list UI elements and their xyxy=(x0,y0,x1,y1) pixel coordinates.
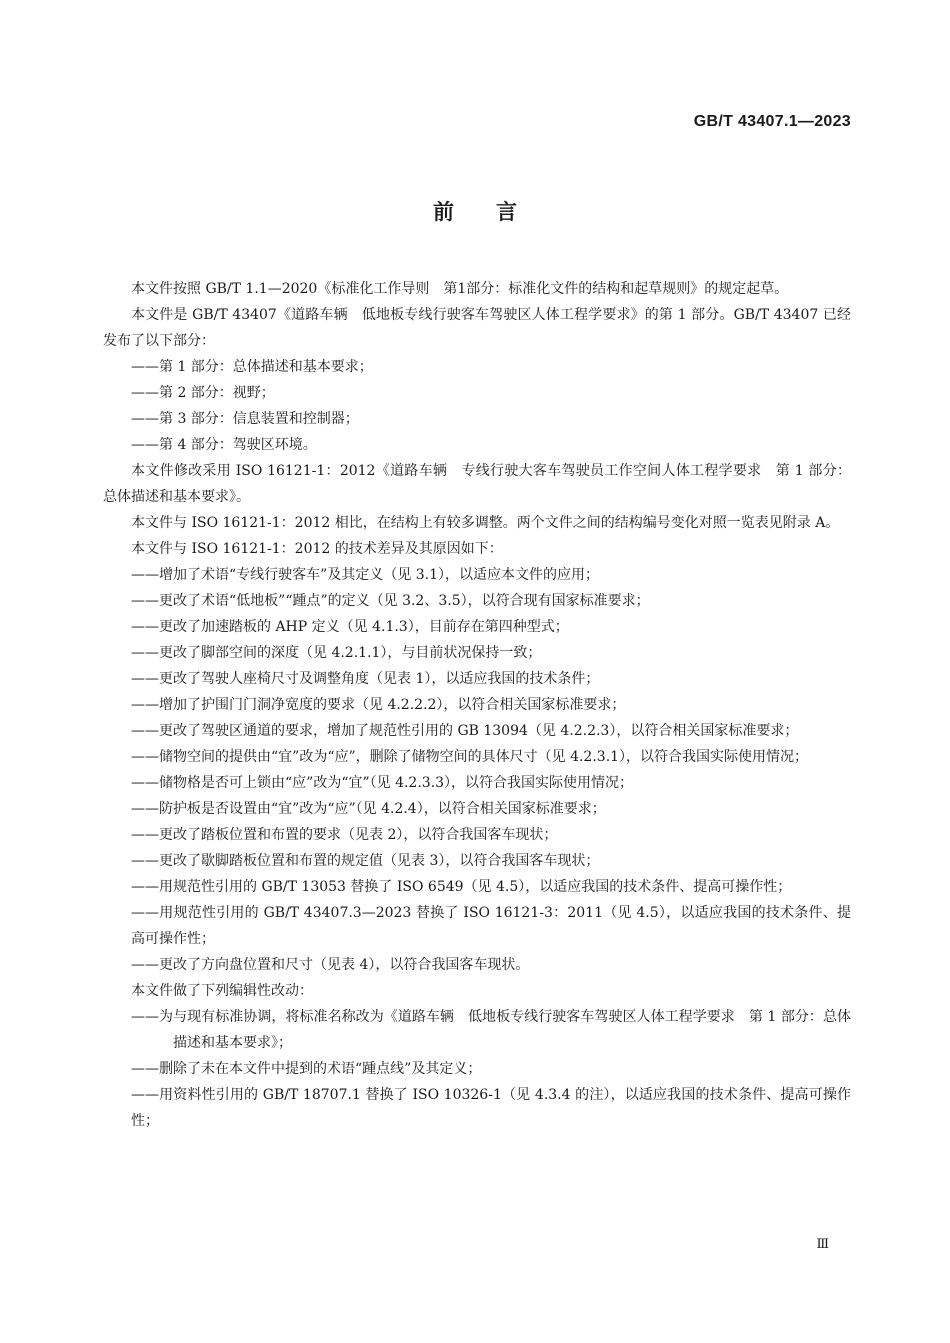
list-item: ——更改了方向盘位置和尺寸（见表 4），以符合我国客车现状。 xyxy=(131,957,530,973)
list-item: ——更改了踏板位置和布置的要求（见表 2），以符合我国客车现状； xyxy=(131,827,558,843)
list-item: ——用规范性引用的 GB/T 43407.3—2023 替换了 ISO 16121-3：2011（见 4.5），以适应我国的技术条件、提高可操作性； xyxy=(131,905,851,947)
list-item: ——更改了脚部空间的深度（见 4.2.1.1），与目前状况保持一致； xyxy=(131,645,542,661)
standard-number: GB/T 43407.1—2023 xyxy=(693,113,851,130)
list-item: ——第 3 部分：信息装置和控制器； xyxy=(131,411,359,427)
paragraph: 本文件做了下列编辑性改动： xyxy=(131,983,313,999)
paragraph: 本文件与 ISO 16121-1：2012 的技术差异及其原因如下： xyxy=(131,541,503,557)
list-item: ——更改了歇脚踏板位置和布置的规定值（见表 3），以符合我国客车现状； xyxy=(131,853,600,869)
list-item: ——第 2 部分：视野； xyxy=(131,385,275,401)
list-item: ——第 1 部分：总体描述和基本要求； xyxy=(131,359,373,375)
page-number: Ⅲ xyxy=(816,1237,829,1252)
foreword-body xyxy=(103,276,851,1134)
list-item: ——储物空间的提供由“宜”改为“应”，删除了储物空间的具体尺寸（见 4.2.3.1），以符合我国实际使用情况； xyxy=(131,749,809,765)
list-item: ——用资料性引用的 GB/T 18707.1 替换了 ISO 10326-1（见 4.3.4 的注），以适应我国的技术条件、提高可操作性； xyxy=(131,1087,851,1129)
list-item: ——储物格是否可上锁由“应”改为“宜”（见 4.2.3.3），以符合我国实际使用情况； xyxy=(131,775,634,791)
list-item: ——更改了驾驶区通道的要求，增加了规范性引用的 GB 13094（见 4.2.2.3），以符合相关国家标准要求； xyxy=(131,723,799,739)
list-item: ——防护板是否设置由“宜”改为“应”（见 4.2.4），以符合相关国家标准要求； xyxy=(131,801,606,817)
list-item: ——更改了术语“低地板”“踵点”的定义（见 3.2、3.5），以符合现有国家标准要求； xyxy=(131,593,650,609)
paragraph: 本文件与 ISO 16121-1：2012 相比，在结构上有较多调整。两个文件之间的结构编号变化对照一览表见附录 A。 xyxy=(131,515,840,531)
list-item: ——用规范性引用的 GB/T 13053 替换了 ISO 6549（见 4.5），以适应我国的技术条件、提高可操作性； xyxy=(131,879,792,895)
list-item: ——更改了加速踏板的 AHP 定义（见 4.1.3），目前存在第四种型式； xyxy=(131,619,569,635)
paragraph: 本文件修改采用 ISO 16121-1：2012《道路车辆 专线行驶大客车驾驶员工作空间人体工程学要求 第 1 部分：总体描述和基本要求》。 xyxy=(103,463,851,505)
list-item: ——为与现有标准协调，将标准名称改为《道路车辆 低地板专线行驶客车驾驶区人体工程学要求 第 1 部分：总体描述和基本要求》； xyxy=(131,1009,851,1051)
list-item: ——删除了未在本文件中提到的术语“踵点线”及其定义； xyxy=(131,1061,482,1077)
paragraph: 本文件是 GB/T 43407《道路车辆 低地板专线行驶客车驾驶区人体工程学要求》的第 1 部分。GB/T 43407 已经发布了以下部分： xyxy=(103,307,851,349)
list-item: ——第 4 部分：驾驶区环境。 xyxy=(131,437,317,453)
list-item: ——增加了护围门门洞净宽度的要求（见 4.2.2.2），以符合相关国家标准要求； xyxy=(131,697,626,713)
page-title: 前言 xyxy=(433,200,559,224)
list-item: ——增加了术语“专线行驶客车”及其定义（见 3.1），以适应本文件的应用； xyxy=(131,567,600,583)
paragraph: 本文件按照 GB/T 1.1—2020《标准化工作导则 第1部分：标准化文件的结构和起草规则》的规定起草。 xyxy=(131,281,789,297)
list-item: ——更改了驾驶人座椅尺寸及调整角度（见表 1），以适应我国的技术条件； xyxy=(131,671,600,687)
